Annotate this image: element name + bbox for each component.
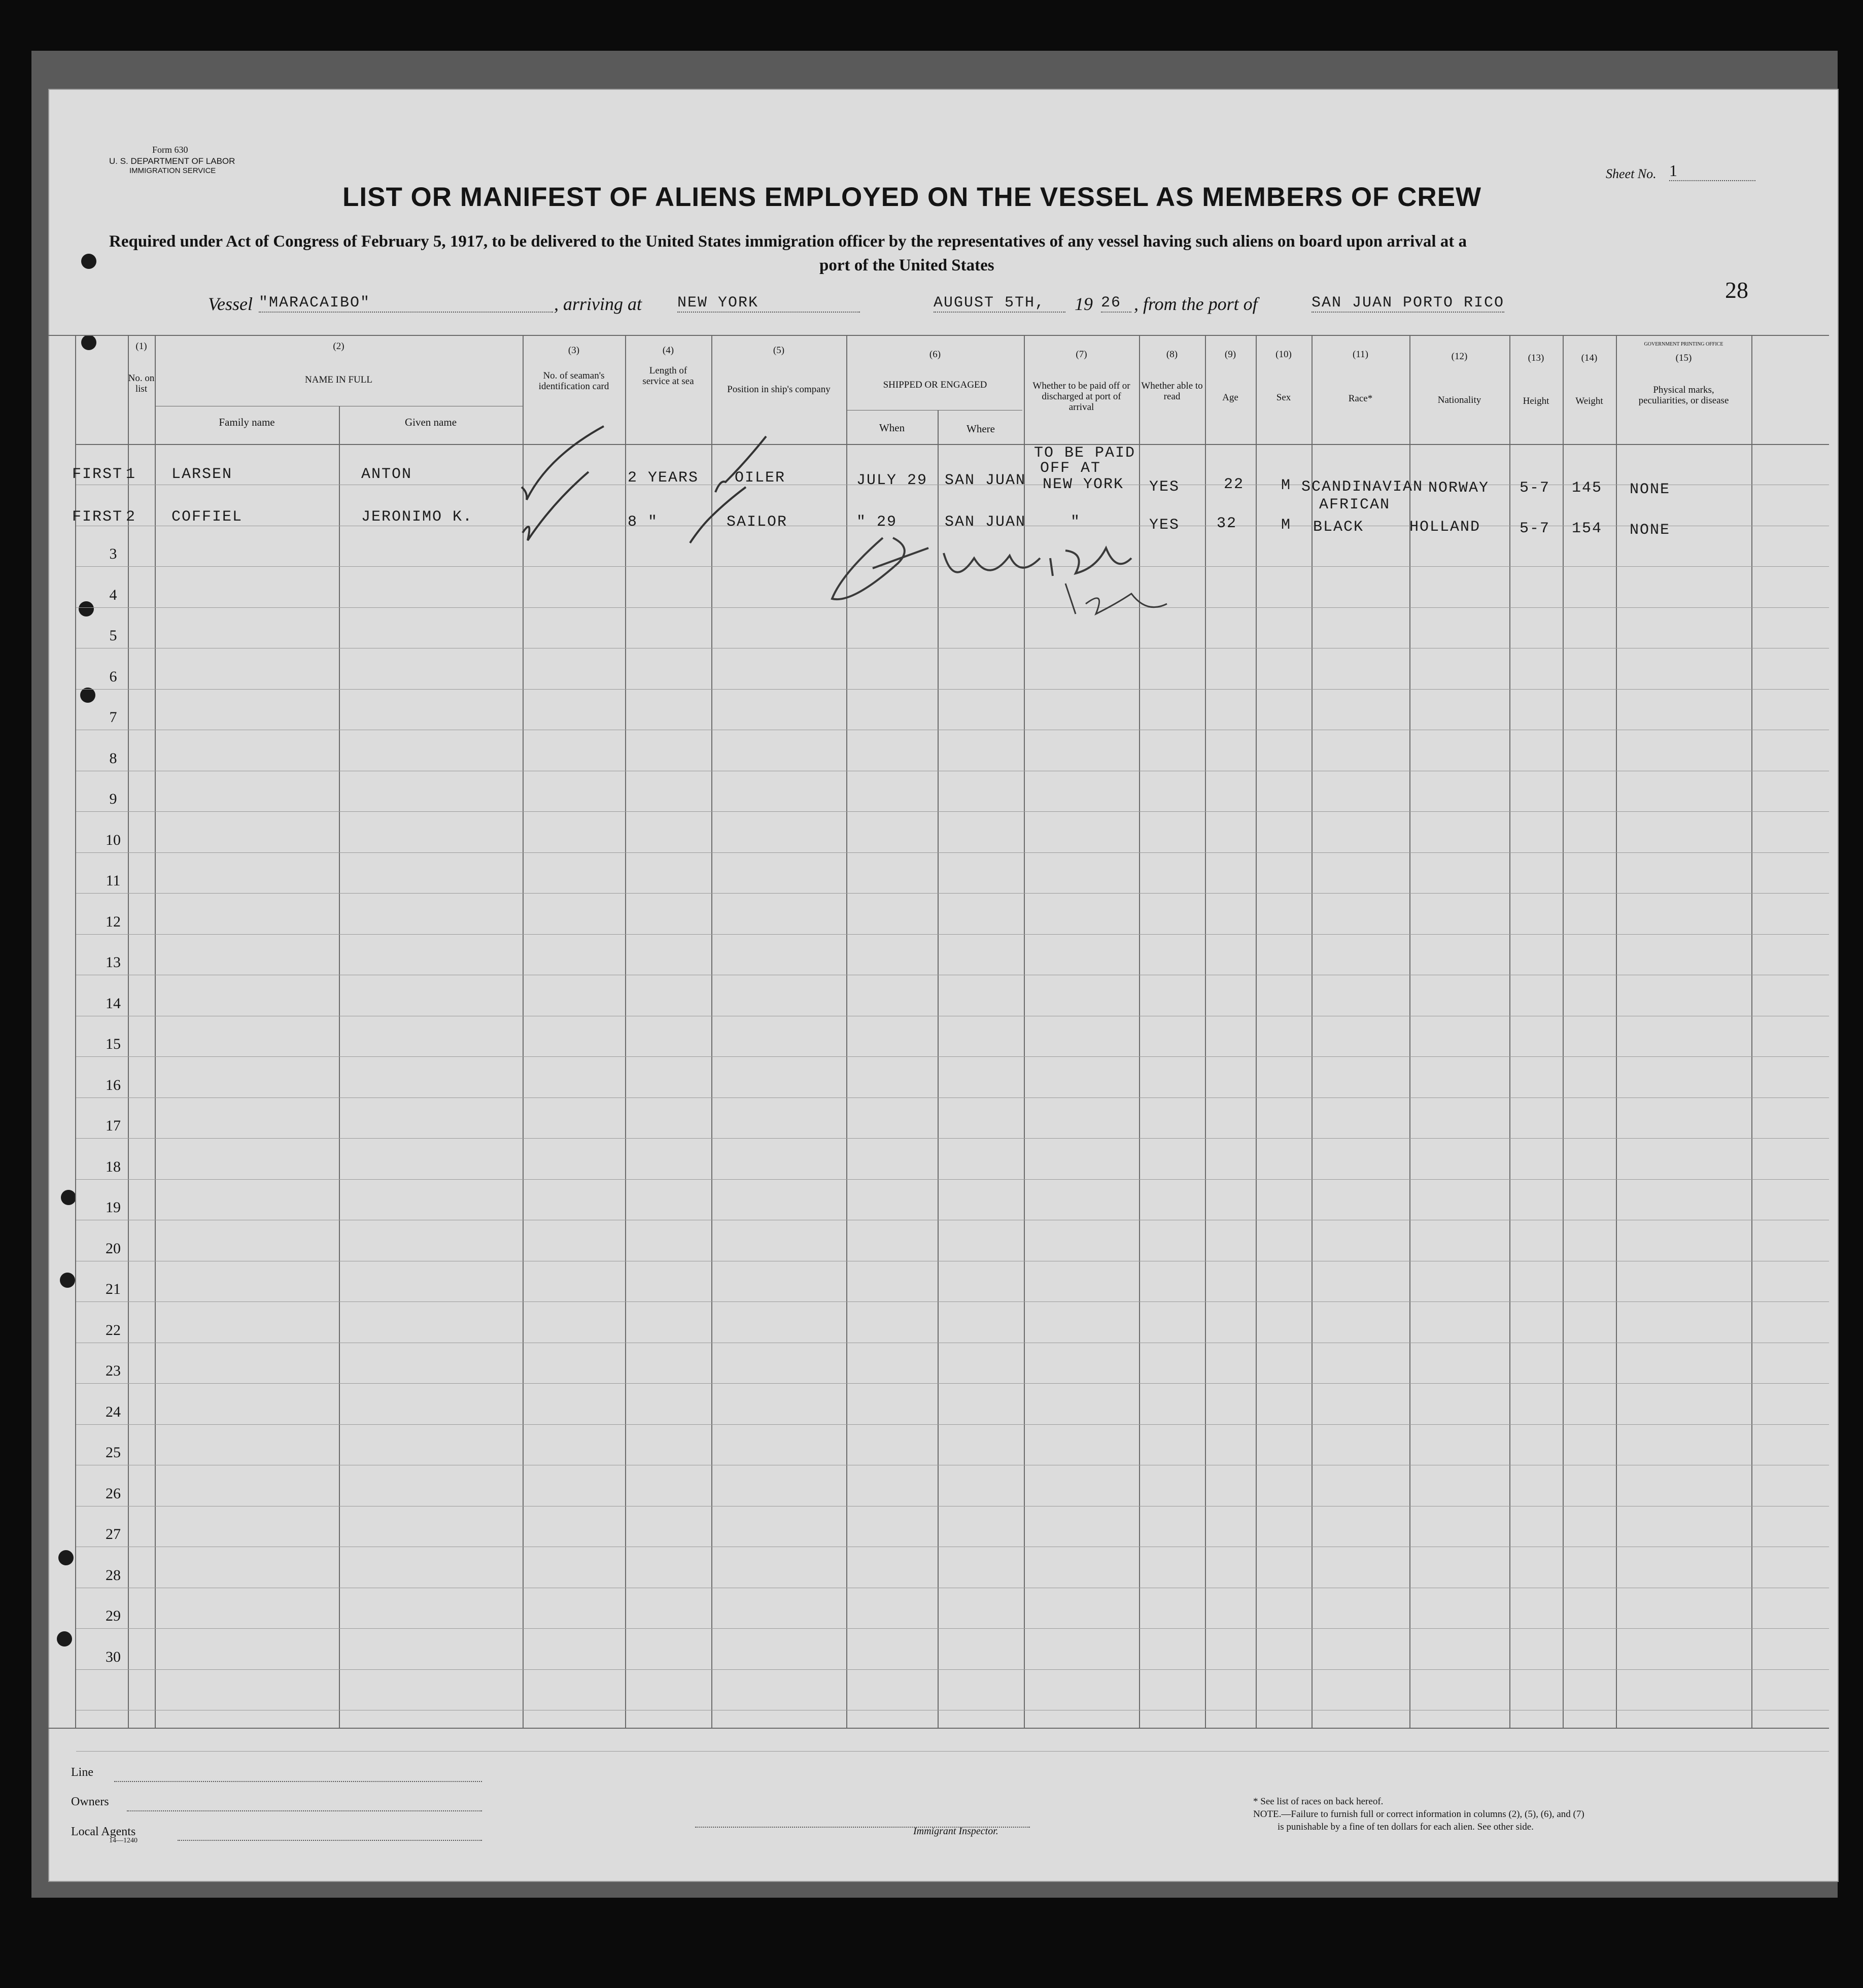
col-header-13-num: (13): [1528, 353, 1544, 363]
row-number: 23: [106, 1362, 121, 1379]
row-number: 25: [106, 1444, 121, 1461]
row-line: [76, 852, 1829, 853]
arriving-port: NEW YORK: [677, 294, 860, 313]
row-number: 30: [106, 1649, 121, 1665]
physical-marks: NONE: [1630, 522, 1671, 539]
col-line: [1312, 335, 1313, 1728]
row-line: [76, 1138, 1829, 1139]
department: U. S. DEPARTMENT OF LABOR: [109, 156, 235, 166]
family-name: COFFIEL: [171, 508, 243, 526]
row-number: 29: [106, 1607, 121, 1624]
row-number: 18: [106, 1158, 121, 1175]
col-line: [1509, 335, 1510, 1728]
row-number: 16: [106, 1077, 121, 1093]
row-number: 4: [109, 587, 117, 603]
row-number: 28: [106, 1567, 121, 1584]
col-header-15-num: (15): [1675, 353, 1692, 363]
penalty-note: NOTE.—Failure to furnish full or correct information in columns (2), (5), (6), and (7): [1253, 1809, 1584, 1820]
col-header-9: Age: [1222, 392, 1238, 403]
col-line: [339, 406, 340, 1728]
row-number: 3: [109, 545, 117, 562]
col-header-8: Whether able to read: [1141, 381, 1203, 402]
printer-mark: GOVERNMENT PRINTING OFFICE: [1644, 341, 1723, 347]
col-header-13: Height: [1523, 396, 1549, 406]
col-header-2-num: (2): [333, 341, 344, 352]
row-line: [76, 1056, 1829, 1057]
line-field: [114, 1771, 482, 1782]
col-header-10: Sex: [1276, 392, 1291, 403]
row-number: 7: [109, 709, 117, 726]
vessel-label: Vessel: [208, 294, 253, 314]
entry-no: 1: [126, 466, 136, 483]
subtitle-line-1: Required under Act of Congress of February 5, 1917, to be delivered to the United States immigration officer by the representatives of any vessel having such aliens on board upon arrival at a: [109, 232, 1467, 251]
row-number: 26: [106, 1485, 121, 1502]
age: 32: [1217, 515, 1237, 532]
col-header-14: Weight: [1575, 396, 1603, 406]
weight: 145: [1572, 479, 1603, 497]
row-line: [76, 689, 1829, 690]
row-number: 19: [106, 1199, 121, 1216]
form-number: Form 630: [152, 145, 188, 155]
col-header-6-num: (6): [929, 349, 941, 360]
given-name: JERONIMO K.: [361, 508, 473, 526]
paid-off: ": [1071, 513, 1081, 531]
races-note: * See list of races on back hereof.: [1253, 1796, 1384, 1807]
col-header-8-num: (8): [1166, 349, 1178, 360]
col-header-9-num: (9): [1224, 349, 1236, 360]
col-header-2b: Given name: [404, 416, 457, 428]
punch-hole: [60, 1273, 75, 1288]
height: 5-7: [1520, 520, 1550, 537]
col-line: [155, 335, 156, 1728]
row-number: 20: [106, 1240, 121, 1257]
col-header-6b: Where: [967, 423, 995, 435]
row-line: [76, 1751, 1829, 1752]
col-header-1-num: (1): [135, 341, 147, 352]
check-marks: [507, 416, 812, 548]
position: OILER: [735, 469, 786, 487]
col-header-6a: When: [879, 422, 905, 434]
col-header-3: No. of seaman's identification card: [538, 370, 609, 392]
entry-no: 2: [126, 508, 136, 526]
departure-port: SAN JUAN PORTO RICO: [1312, 294, 1505, 312]
col-header-10-num: (10): [1275, 349, 1292, 360]
shipped-when: JULY 29: [856, 472, 928, 489]
row-line: [76, 1179, 1829, 1180]
row-line: [76, 934, 1829, 935]
col-header-12: Nationality: [1437, 395, 1481, 405]
col-line: [1616, 335, 1617, 1728]
arrival-date: AUGUST 5TH,: [934, 294, 1065, 313]
row-number: 14: [106, 995, 121, 1012]
row-line: [76, 1301, 1829, 1302]
arriving-label: , arriving at: [554, 294, 642, 314]
page-number: 28: [1725, 277, 1748, 303]
shipped-when: " 29: [856, 513, 898, 531]
agents-code: 14—1240: [109, 1837, 137, 1844]
col-line: [1751, 335, 1752, 1728]
paid-off: TO BE PAID: [1034, 444, 1136, 462]
sex: M: [1281, 517, 1292, 534]
punch-hole: [61, 1190, 76, 1205]
weight: 154: [1572, 520, 1603, 537]
row-number: 10: [106, 832, 121, 848]
nationality: NORWAY: [1428, 479, 1490, 497]
row-number: 8: [109, 750, 117, 767]
able-to-read: YES: [1149, 517, 1180, 534]
shipped-where: SAN JUAN: [945, 513, 1026, 531]
physical-marks: NONE: [1630, 481, 1671, 498]
penalty-note-2: is punishable by a fine of ten dollars for each alien. See other side.: [1278, 1822, 1534, 1832]
col-line: [1409, 335, 1410, 1728]
row-line: [76, 1424, 1829, 1425]
agents-field: [178, 1830, 482, 1841]
position: SAILOR: [727, 513, 788, 531]
col-line: [1563, 335, 1564, 1728]
row-number: 6: [109, 668, 117, 685]
col-header-2: NAME IN FULL: [305, 374, 372, 385]
punch-hole: [57, 1631, 72, 1647]
sheet-label: Sheet No.: [1606, 166, 1657, 181]
col-header-11: Race*: [1348, 393, 1373, 404]
inspector-label: Immigrant Inspector.: [913, 1826, 998, 1837]
row-line: [76, 1383, 1829, 1384]
col-header-4-num: (4): [662, 345, 674, 356]
col-header-2a: Family name: [219, 416, 275, 428]
col-header-7: Whether to be paid off or discharged at port of arrival: [1032, 381, 1130, 413]
row-number: 27: [106, 1526, 121, 1543]
col-line: [1256, 335, 1257, 1728]
vessel-name: "MARACAIBO": [259, 294, 553, 313]
punch-hole: [80, 688, 95, 703]
age: 22: [1224, 476, 1245, 493]
nationality: HOLLAND: [1409, 519, 1481, 536]
row-line: [76, 893, 1829, 894]
page-title: LIST OR MANIFEST OF ALIENS EMPLOYED ON THE VESSEL AS MEMBERS OF CREW: [342, 182, 1482, 212]
from-label: , from the port of: [1134, 294, 1258, 314]
punch-hole: [58, 1550, 74, 1565]
able-to-read: YES: [1149, 478, 1180, 496]
col-header-6: SHIPPED OR ENGAGED: [883, 380, 987, 390]
agents-label: Local Agents: [71, 1825, 136, 1838]
entry-prefix: FIRST: [72, 508, 123, 526]
row-line: [76, 1669, 1829, 1670]
height: 5-7: [1520, 479, 1550, 497]
row-line: [76, 1628, 1829, 1629]
col-header-7-num: (7): [1076, 349, 1087, 360]
row-number: 9: [109, 791, 117, 807]
service: IMMIGRATION SERVICE: [129, 166, 216, 175]
col-header-5: Position in ship's company: [727, 384, 831, 395]
row-number: 22: [106, 1322, 121, 1339]
col-header-5-num: (5): [773, 345, 785, 356]
row-number: 11: [106, 872, 121, 889]
row-number: 12: [106, 913, 121, 930]
col-header-11-num: (11): [1353, 349, 1368, 360]
table-bottom-border: [48, 1728, 1829, 1729]
race-line-1: AFRICAN: [1319, 496, 1391, 513]
col-header-12-num: (12): [1451, 351, 1468, 362]
col-header-3-num: (3): [568, 345, 580, 356]
row-number: 17: [106, 1117, 121, 1134]
owners-label: Owners: [71, 1795, 109, 1808]
col-line: [75, 335, 76, 1728]
service-length: 2 YEARS: [628, 469, 699, 487]
table-top-border: [48, 335, 1829, 336]
punch-hole: [81, 335, 96, 350]
service-length: 8 ": [628, 513, 659, 531]
row-number: 13: [106, 954, 121, 971]
race: BLACK: [1313, 519, 1364, 536]
sex: M: [1281, 477, 1292, 494]
arrival-year: 26: [1101, 294, 1131, 313]
shipped-where: SAN JUAN: [945, 472, 1026, 489]
race: SCANDINAVIAN: [1301, 478, 1424, 496]
row-number: 21: [106, 1281, 121, 1297]
col-header-4: Length of service at sea: [642, 365, 694, 387]
row-line: [76, 811, 1829, 812]
inspector-signature: [822, 528, 1187, 629]
given-name: ANTON: [361, 466, 412, 483]
punch-hole: [81, 254, 96, 269]
col-header-14-num: (14): [1581, 353, 1598, 363]
line-label: Line: [71, 1766, 93, 1779]
col-header-1: No. on list: [128, 373, 155, 394]
year-prefix: 19: [1075, 294, 1093, 314]
col-line: [128, 335, 129, 1728]
row-number: 5: [109, 627, 117, 644]
col-header-15: Physical marks, peculiarities, or disease: [1638, 385, 1729, 406]
subtitle-line-2: port of the United States: [819, 256, 994, 275]
paid-off: NEW YORK: [1043, 476, 1124, 493]
sheet-number: 1: [1669, 161, 1755, 181]
entry-prefix: FIRST: [72, 466, 123, 483]
family-name: LARSEN: [171, 466, 233, 483]
row-number: 15: [106, 1036, 121, 1052]
owners-field: [127, 1800, 482, 1811]
row-number: 24: [106, 1403, 121, 1420]
col-line: [1205, 335, 1206, 1728]
paid-off: OFF AT: [1040, 460, 1101, 477]
